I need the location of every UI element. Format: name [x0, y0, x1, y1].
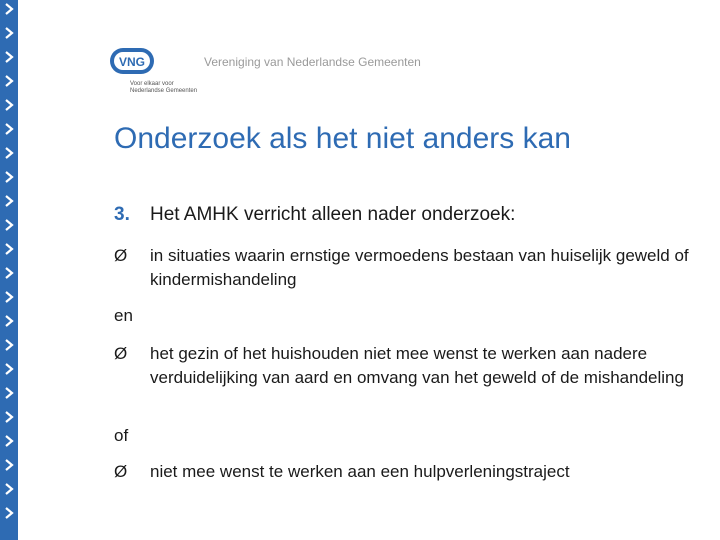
arrowhead-bullet-icon: Ø — [114, 344, 128, 363]
logo-wordmark: VNG — [118, 55, 146, 69]
chevron-right-icon — [2, 98, 16, 112]
arrowhead-bullet-icon: Ø — [114, 246, 128, 265]
item-text: Het AMHK verricht alleen nader onderzoek: — [150, 204, 516, 225]
connector-text: of — [114, 426, 129, 445]
bullet-text: het gezin of het huishouden niet mee wenst te werken aan nadere verduidelijking van aard en omvang van het geweld of de mishandeling — [150, 344, 684, 387]
chevron-right-icon — [2, 506, 16, 520]
connector-text: en — [114, 306, 133, 325]
chevron-right-icon — [2, 194, 16, 208]
item-number: 3. — [114, 204, 130, 225]
left-accent-bar — [0, 0, 18, 540]
logo-tagline-line-2: Nederlandse Gemeenten — [130, 88, 198, 94]
chevron-right-icon — [2, 146, 16, 160]
bullet-text: in situaties waarin ernstige vermoedens bestaan van huiselijk geweld of kindermishandeling — [150, 246, 689, 289]
logo-tagline-line-1: Voor elkaar voor — [130, 81, 174, 87]
slide-title: Onderzoek als het niet anders kan — [114, 122, 571, 155]
bullet-text: niet mee wenst te werken aan een hulpverleningstraject — [150, 462, 570, 481]
chevron-right-icon — [2, 122, 16, 136]
chevron-right-icon — [2, 482, 16, 496]
chevron-right-icon — [2, 338, 16, 352]
vng-logo — [106, 44, 198, 98]
organization-name: Vereniging van Nederlandse Gemeenten — [204, 55, 421, 69]
chevron-right-icon — [2, 26, 16, 40]
chevron-right-icon — [2, 170, 16, 184]
chevron-right-icon — [2, 290, 16, 304]
chevron-right-icon — [2, 434, 16, 448]
chevron-right-icon — [2, 410, 16, 424]
bullet-item — [114, 244, 694, 292]
arrowhead-bullet-icon: Ø — [114, 462, 128, 481]
chevron-right-icon — [2, 314, 16, 328]
chevron-right-icon — [2, 218, 16, 232]
chevron-right-icon — [2, 386, 16, 400]
numbered-item — [114, 204, 515, 226]
chevron-right-icon — [2, 266, 16, 280]
chevron-right-icon — [2, 242, 16, 256]
chevron-right-icon — [2, 50, 16, 64]
bullet-item — [114, 460, 694, 484]
bullet-item — [114, 342, 694, 390]
chevron-right-icon — [2, 2, 16, 16]
chevron-right-icon — [2, 74, 16, 88]
chevron-right-icon — [2, 458, 16, 472]
chevron-right-icon — [2, 362, 16, 376]
